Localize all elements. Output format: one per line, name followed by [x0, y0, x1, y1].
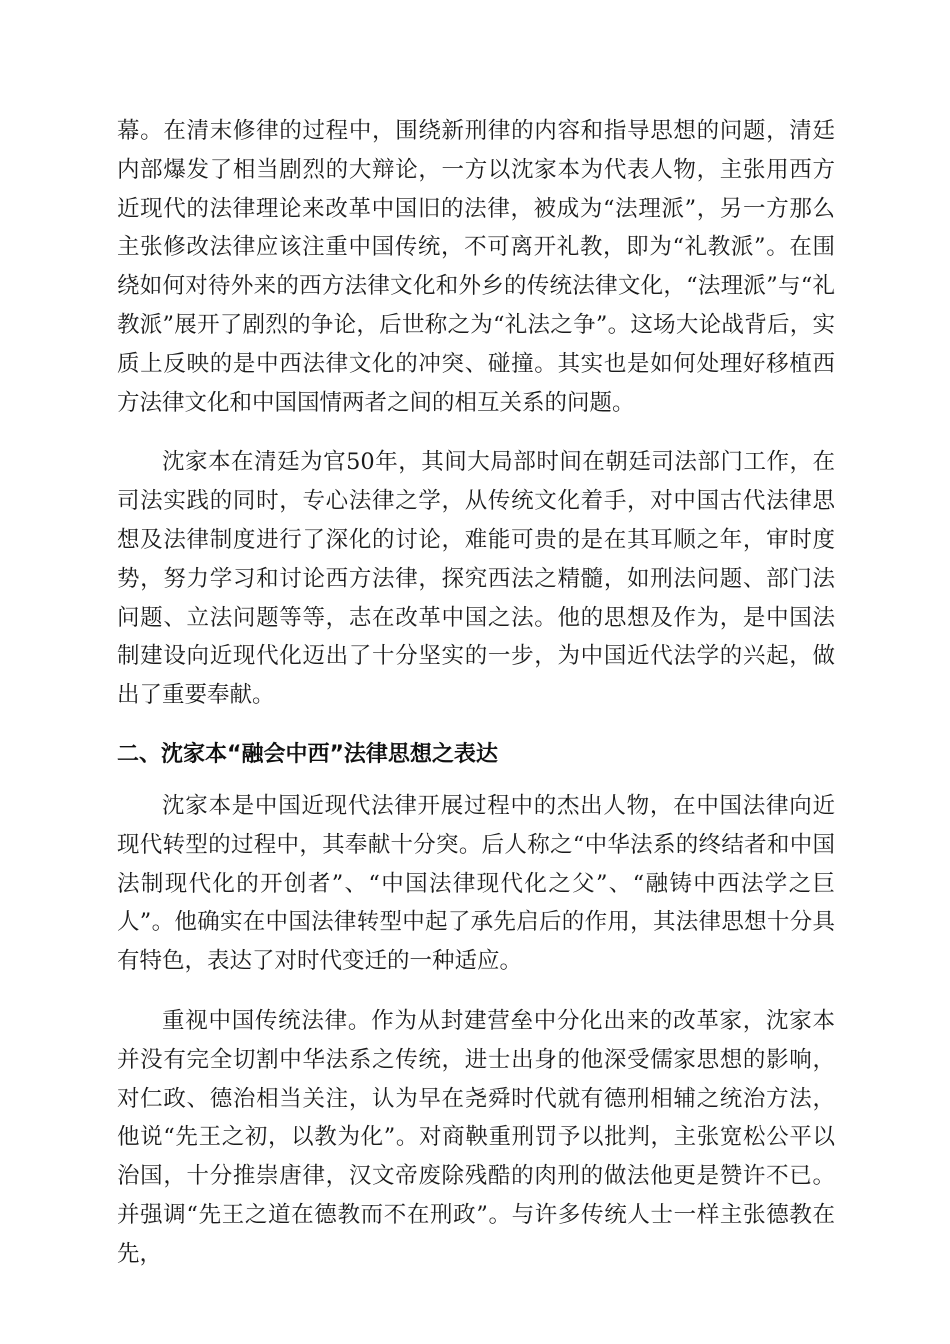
- paragraph-shen-jiaben-career: 沈家本在清廷为官50年，其间大局部时间在朝廷司法部门工作，在司法实践的同时，专心法律之学，从传统文化着手，对中国古代法律思想及法律制度进行了深化的讨论，难能可贵的是在其耳顺之年，审时度势，努力学习和讨论西方法律，探究西法之精髓，如刑法问题、部门法问题、立法问题等等，志在改革中国之法。他的思想及作为，是中国法制建设向近现代化迈出了十分坚实的一步，为中国近代法学的兴起，做出了重要奉献。: [117, 449, 835, 709]
- section-heading: 二、沈家本“融会中西”法律思想之表达: [117, 741, 498, 767]
- paragraph-continued: 幕。在清末修律的过程中，围绕新刑律的内容和指导思想的问题，清廷内部爆发了相当剧烈的大辩论，一方以沈家本为代表人物，主张用西方近现代的法律理论来改革中国旧的法律，被成为“法理派”，另一方那么主张修改法律应该注重中国传统，不可离开礼教，即为“礼教派”。在围绕如何对待外来的西方法律文化和外乡的传统法律文化，“法理派”与“礼教派”展开了剧烈的争论，后世称之为“礼法之争”。这场大论战背后，实质上反映的是中西法律文化的冲突、碰撞。其实也是如何处理好移植西方法律文化和中国国情两者之间的相互关系的问题。: [117, 118, 835, 416]
- document-body: [117, 112, 835, 1295]
- paragraph-shen-jiaben-significance: 沈家本是中国近现代法律开展过程中的杰出人物，在中国法律向近现代转型的过程中，其奉献十分突。后人称之“中华法系的终结者和中国法制现代化的开创者”、“中国法律现代化之父”、“融铸中西法学之巨人”。他确实在中国法律转型中起了承先启后的作用，其法律思想十分具有特色，表达了对时代变迁的一种适应。: [117, 792, 835, 975]
- paragraph-traditional-law: 重视中国传统法律。作为从封建营垒中分化出来的改革家，沈家本并没有完全切割中华法系之传统，进士出身的他深受儒家思想的影响，对仁政、德治相当关注，认为早在尧舜时代就有德刑相辅之统治方法，他说“先王之初，以教为化”。对商鞅重刑罚予以批判，主张宽松公平以治国，十分推崇唐律，汉文帝废除残酷的肉刑的做法他更是赞许不已。并强调“先王之道在德教而不在刑政”。与许多传统人士一样主张德教在先，: [117, 1007, 835, 1267]
